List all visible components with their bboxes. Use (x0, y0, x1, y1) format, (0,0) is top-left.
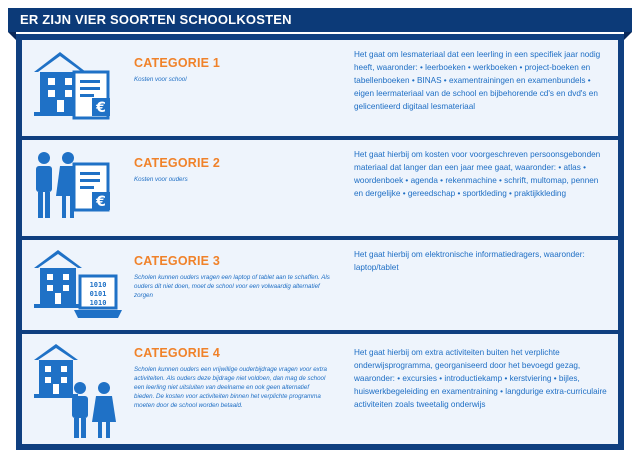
category-1-description-box (342, 40, 618, 136)
category-4-subtitle: Scholen kunnen ouders een vrijwillige ouderbijdrage vragen voor extra activiteiten. Als ouders deze bijdrage niet voldoen, dan mag de school een leerling niet uitsluiten van deelname en ook geen alternatief bieden. De kosten voor activiteiten binnen het verplichte programma moeten door de school worden betaald. (134, 366, 327, 409)
laptop-icon (74, 276, 122, 318)
category-4-title: CATEGORIE 4 (134, 346, 221, 360)
parents-icon (72, 382, 116, 438)
category-4-description: Het gaat hierbij om extra activiteiten buiten het verplichte onderwijsprogramma, georganiseerd door het bevoegd gezag, waaronder: • excursies • introductiekamp • kerstviering • bijles, huiswerkbegeleiding en examentraining • langdurige extra-curriculaire activiteiten zoals tweetalig onderwijs (354, 348, 607, 409)
category-4-description-box (342, 334, 618, 444)
category-3-description-box (342, 240, 618, 330)
category-2-title: CATEGORIE 2 (134, 156, 221, 170)
school-building-icon (34, 344, 78, 398)
category-1-left (22, 40, 340, 136)
euro-document-icon (74, 72, 110, 118)
category-3-description: Het gaat hierbij om elektronische informatiedragers, waaronder: laptop/tablet (354, 250, 585, 272)
category-1-description: Het gaat om lesmateriaal dat een leerling in een specifiek jaar nodig heeft, waaronder: • leerboeken • werkboeken • project-boeken en tabellenboeken • BINAS • examentrainingen en examenbundels • eigen leermateriaal van de school en bijbehorende cd's en dvd's en gelicentieerd digitaal lesmateriaal (354, 50, 601, 111)
category-1-title: CATEGORIE 1 (134, 56, 221, 70)
category-3-illustration (30, 246, 126, 326)
categories-panel (16, 34, 624, 450)
laptop-binary-line-2: 0101 (89, 290, 107, 298)
category-row-1 (22, 40, 618, 136)
svg-text:€: € (96, 194, 106, 210)
euro-document-icon (74, 164, 110, 210)
category-3-left (22, 240, 340, 330)
category-2-subtitle: Kosten voor ouders (134, 176, 188, 183)
page-title: ER ZIJN VIER SOORTEN SCHOOLKOSTEN (8, 8, 632, 32)
category-row-3 (22, 240, 618, 330)
laptop-binary-line-1: 1010 (89, 281, 107, 289)
category-4-illustration (30, 340, 126, 440)
svg-text:€: € (96, 100, 106, 116)
category-2-description: Het gaat hierbij om kosten voor voorgeschreven persoonsgebonden materiaal dat langer dan een jaar mee gaat, waaronder: • atlas • woordenboek • agenda • rekenmachine • schrift, multomap, pennen en dergelijke • gereedschap • sportkleding • praktijkkleding (354, 150, 601, 198)
banner-fold-right (624, 32, 632, 40)
category-2-left (22, 140, 340, 236)
laptop-binary-line-3: 1010 (89, 299, 107, 307)
category-4-left (22, 334, 340, 444)
category-1-illustration (30, 46, 126, 130)
category-3-title: CATEGORIE 3 (134, 254, 221, 268)
school-costs-infographic (8, 8, 632, 456)
category-row-4 (22, 334, 618, 444)
category-2-description-box (342, 140, 618, 236)
category-3-subtitle: Scholen kunnen ouders vragen een laptop of tablet aan te schaffen. Als ouders dit niet doen, moet de school voor een volwaardig alternatief zorgen (134, 274, 330, 299)
school-building-icon (34, 250, 82, 308)
category-row-2 (22, 140, 618, 236)
category-2-illustration (30, 146, 126, 230)
banner-fold-left (8, 32, 16, 40)
category-1-subtitle: Kosten voor school (134, 76, 187, 83)
